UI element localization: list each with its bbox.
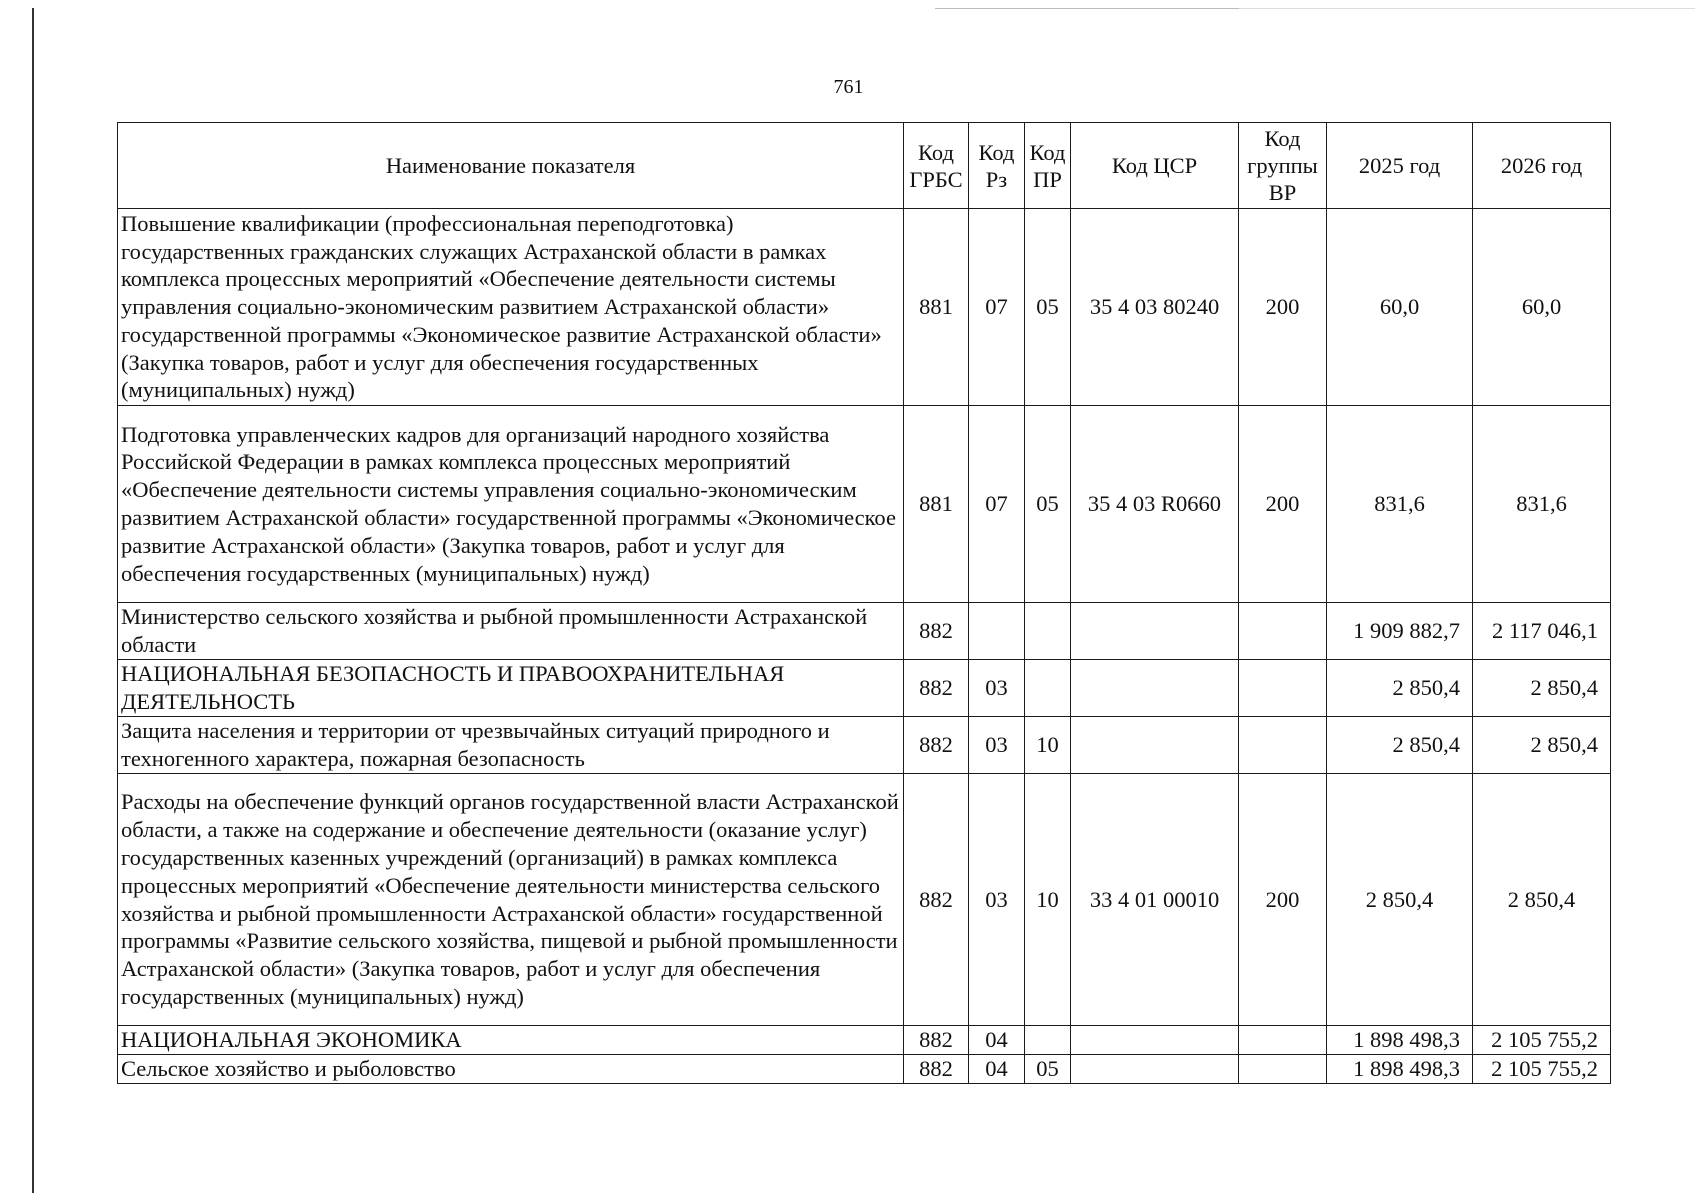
row-name: Министерство сельского хозяйства и рыбной промышленности Астраханской области [118,603,904,660]
row-rz: 04 [969,1055,1025,1084]
table-header-row [118,123,1611,209]
row-pr: 10 [1025,774,1071,1026]
header-vr-line3: ВР [1268,180,1297,205]
row-2026: 2 105 755,2 [1473,1026,1611,1055]
row-2025: 60,0 [1327,209,1473,406]
row-2025: 1 898 498,3 [1327,1055,1473,1084]
row-grbs: 882 [904,660,969,717]
row-csr [1071,1026,1239,1055]
header-2025: 2025 год [1327,123,1473,209]
row-2026: 2 850,4 [1473,660,1611,717]
row-rz [969,603,1025,660]
header-grbs [904,123,969,209]
scan-left-edge [32,8,34,1193]
row-csr [1071,1055,1239,1084]
header-csr: Код ЦСР [1071,123,1239,209]
scan-top-edge [935,8,1695,9]
row-2026: 831,6 [1473,406,1611,603]
table-row [118,717,1611,774]
row-pr [1025,603,1071,660]
table-row [118,406,1611,603]
row-csr: 35 4 03 80240 [1071,209,1239,406]
header-grbs-line1: Код [918,139,954,165]
row-vr: 200 [1239,774,1327,1026]
row-pr: 05 [1025,209,1071,406]
row-pr: 05 [1025,1055,1071,1084]
row-rz: 03 [969,774,1025,1026]
row-vr [1239,603,1327,660]
row-vr [1239,1055,1327,1084]
row-csr [1071,603,1239,660]
row-rz: 07 [969,406,1025,603]
row-rz: 03 [969,660,1025,717]
table-row [118,209,1611,406]
row-vr [1239,1026,1327,1055]
row-vr [1239,660,1327,717]
row-2025: 2 850,4 [1327,774,1473,1026]
header-rz-line2: Рз [985,166,1008,192]
row-2026: 2 105 755,2 [1473,1055,1611,1084]
header-vr [1239,123,1327,209]
header-grbs-line2: ГРБС [909,166,963,192]
row-2026: 60,0 [1473,209,1611,406]
budget-table [117,122,1611,1084]
row-grbs: 881 [904,406,969,603]
table-row [118,660,1611,717]
row-name: Подготовка управленческих кадров для организаций народного хозяйства Российской Федерации в рамках комплекса процессных мероприятий «Обеспечение деятельности системы управления социально-экономическим развитием Астраханской области» государственной программы «Экономическое развитие Астраханской области» (Закупка товаров, работ и услуг для обеспечения государственных (муниципальных) нужд) [118,406,904,603]
row-2025: 831,6 [1327,406,1473,603]
page-number: 761 [833,76,864,98]
row-2025: 1 898 498,3 [1327,1026,1473,1055]
header-rz-line1: Код [978,139,1015,165]
row-name: НАЦИОНАЛЬНАЯ БЕЗОПАСНОСТЬ И ПРАВООХРАНИТЕЛЬНАЯ ДЕЯТЕЛЬНОСТЬ [118,660,904,717]
row-grbs: 881 [904,209,969,406]
row-pr: 05 [1025,406,1071,603]
table-row [118,1026,1611,1055]
row-name: Повышение квалификации (профессиональная переподготовка) государственных гражданских служащих Астраханской области в рамках комплекса процессных мероприятий «Обеспечение деятельности системы управления социально-экономическим развитием Астраханской области» государственной программы «Экономическое развитие Астраханской области» (Закупка товаров, работ и услуг для обеспечения государственных (муниципальных) нужд) [118,209,904,406]
table-row [118,603,1611,660]
header-pr-line1: Код [1029,139,1066,165]
row-name: Защита населения и территории от чрезвычайных ситуаций природного и техногенного характера, пожарная безопасность [118,717,904,774]
row-csr: 35 4 03 R0660 [1071,406,1239,603]
row-rz: 03 [969,717,1025,774]
row-name: НАЦИОНАЛЬНАЯ ЭКОНОМИКА [118,1026,904,1055]
row-pr [1025,1026,1071,1055]
header-pr-line2: ПР [1033,166,1062,192]
header-vr-line1: Код [1264,126,1301,151]
row-vr: 200 [1239,209,1327,406]
header-name: Наименование показателя [118,123,904,209]
header-2026: 2026 год [1473,123,1611,209]
header-vr-line2: группы [1247,153,1318,178]
row-rz: 07 [969,209,1025,406]
row-2025: 2 850,4 [1327,660,1473,717]
header-pr [1025,123,1071,209]
row-csr: 33 4 01 00010 [1071,774,1239,1026]
row-pr [1025,660,1071,717]
row-pr: 10 [1025,717,1071,774]
row-csr [1071,660,1239,717]
table-row [118,774,1611,1026]
row-2025: 2 850,4 [1327,717,1473,774]
row-2026: 2 850,4 [1473,774,1611,1026]
row-2026: 2 850,4 [1473,717,1611,774]
header-rz [969,123,1025,209]
row-grbs: 882 [904,1026,969,1055]
row-vr: 200 [1239,406,1327,603]
row-rz: 04 [969,1026,1025,1055]
row-grbs: 882 [904,1055,969,1084]
row-grbs: 882 [904,603,969,660]
table-row [118,1055,1611,1084]
row-vr [1239,717,1327,774]
row-name: Сельское хозяйство и рыболовство [118,1055,904,1084]
row-csr [1071,717,1239,774]
row-name: Расходы на обеспечение функций органов государственной власти Астраханской области, а также на содержание и обеспечение деятельности (оказание услуг) государственных казенных учреждений (организаций) в рамках комплекса процессных мероприятий «Обеспечение деятельности министерства сельского хозяйства и рыбной промышленности Астраханской области» государственной программы «Развитие сельского хозяйства, пищевой и рыбной промышленности Астраханской области» (Закупка товаров, работ и услуг для обеспечения государственных (муниципальных) нужд) [118,774,904,1026]
row-grbs: 882 [904,774,969,1026]
row-2025: 1 909 882,7 [1327,603,1473,660]
row-2026: 2 117 046,1 [1473,603,1611,660]
row-grbs: 882 [904,717,969,774]
